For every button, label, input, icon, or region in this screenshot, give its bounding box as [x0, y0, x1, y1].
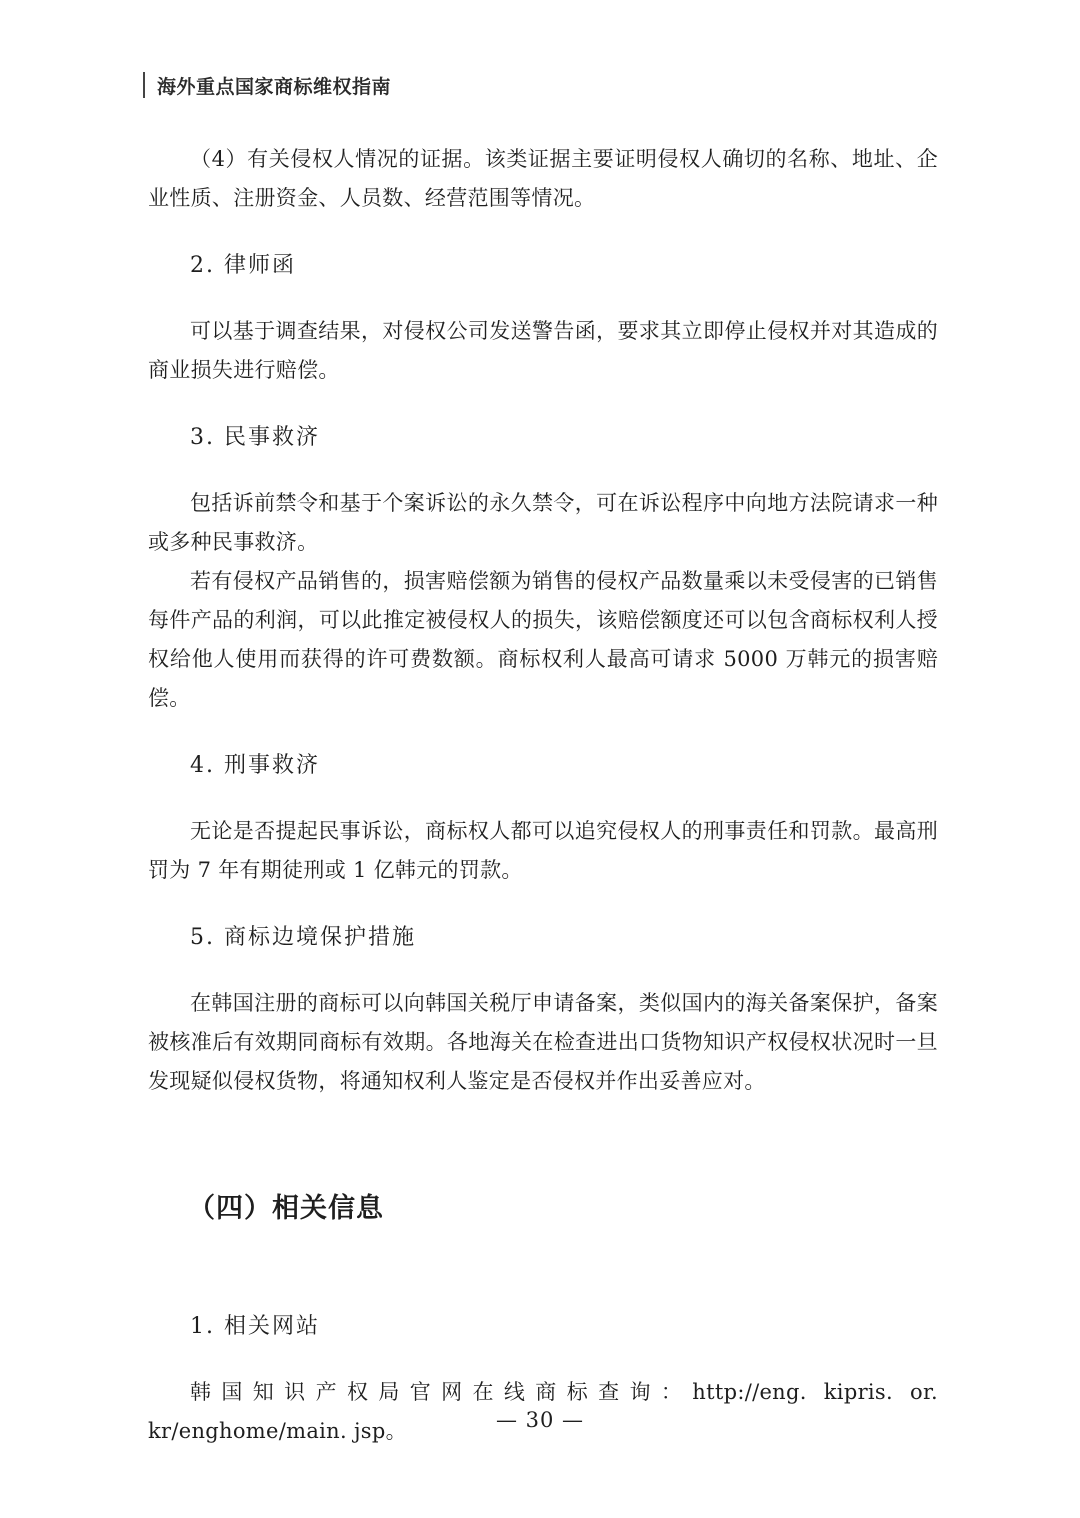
section-title-related-info: （四）相关信息 — [188, 1193, 384, 1224]
header-rule — [143, 72, 145, 98]
header-title: 海外重点国家商标维权指南 — [157, 75, 392, 98]
paragraph-lawyer-letter: 可以基于调查结果，对侵权公司发送警告函，要求其立即停止侵权并对其造成的商业损失进行赔偿。 — [148, 319, 938, 382]
subheading-lawyer-letter: 2. 律师函 — [190, 253, 296, 278]
subheading-criminal-remedy: 4. 刑事救济 — [190, 753, 320, 778]
subheading-border-protection: 5. 商标边境保护措施 — [190, 925, 416, 950]
paragraph-civil-remedy-1: 包括诉前禁令和基于个案诉讼的永久禁令，可在诉讼程序中向地方法院请求一种或多种民事救济。 — [148, 491, 938, 554]
page-number: — 30 — — [495, 1408, 585, 1432]
running-header — [143, 70, 391, 100]
page-content — [148, 140, 938, 1451]
subheading-civil-remedy: 3. 民事救济 — [190, 425, 320, 450]
paragraph-civil-remedy-2: 若有侵权产品销售的，损害赔偿额为销售的侵权产品数量乘以未受侵害的已销售每件产品的利润，可以此推定被侵权人的损失，该赔偿额度还可以包含商标权利人授权给他人使用而获得的许可费数额。商标权利人最高可请求 5000 万韩元的损害赔偿。 — [148, 569, 938, 710]
subheading-related-websites: 1. 相关网站 — [190, 1314, 320, 1339]
paragraph-related-websites: 韩国知识产权局官网在线商标查询：http://eng. kipris. or. kr/enghome/main. jsp。 — [148, 1380, 938, 1443]
paragraph-criminal-remedy: 无论是否提起民事诉讼，商标权人都可以追究侵权人的刑事责任和罚款。最高刑罚为 7 年有期徒刑或 1 亿韩元的罚款。 — [148, 819, 938, 882]
paragraph-infringer-evidence: （4）有关侵权人情况的证据。该类证据主要证明侵权人确切的名称、地址、企业性质、注册资金、人员数、经营范围等情况。 — [148, 147, 938, 210]
paragraph-border-protection: 在韩国注册的商标可以向韩国关税厅申请备案，类似国内的海关备案保护，备案被核准后有效期同商标有效期。各地海关在检查进出口货物知识产权侵权状况时一旦发现疑似侵权货物，将通知权利人鉴定是否侵权并作出妥善应对。 — [148, 991, 938, 1093]
